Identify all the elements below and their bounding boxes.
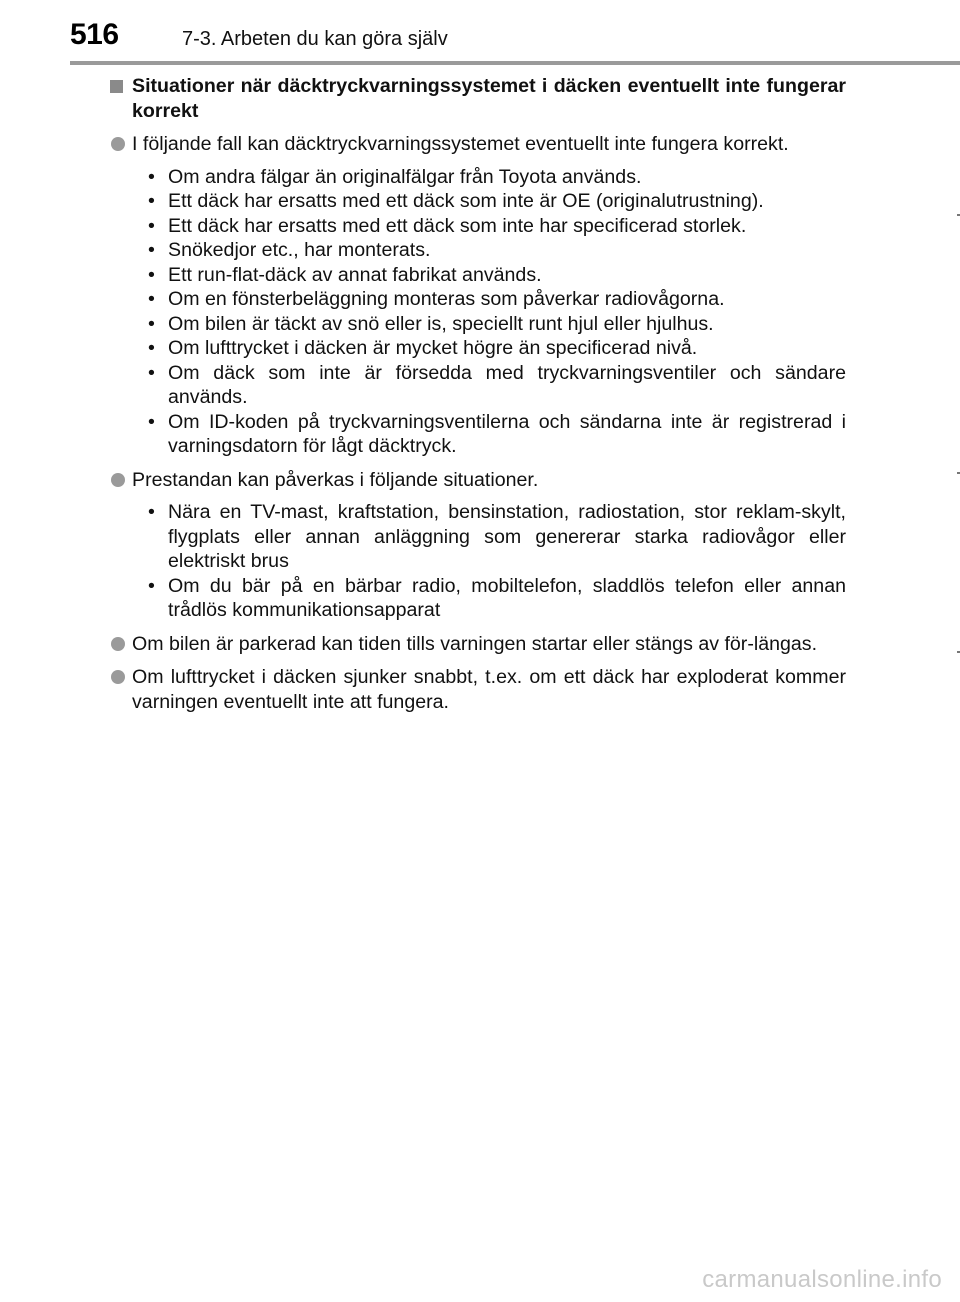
list-item-text: Om du bär på en bärbar radio, mobiltelefon, sladdlös telefon eller annan trådlös kommunikationsapparat	[168, 574, 846, 621]
bullet-list	[110, 165, 846, 459]
list-item	[148, 500, 846, 574]
circle-bullet-icon	[111, 473, 125, 487]
section-heading	[110, 74, 846, 123]
list-item	[148, 574, 846, 623]
note-text: I följande fall kan däcktryckvarningssystemet eventuellt inte fungera korrekt.	[132, 133, 789, 155]
circle-bullet-icon	[111, 637, 125, 651]
list-item-text: Om lufttrycket i däcken är mycket högre än specificerad nivå.	[168, 337, 698, 359]
list-item	[148, 312, 846, 337]
list-item	[148, 361, 846, 410]
bullet-dot-icon: •	[148, 312, 155, 335]
list-item-text: Om bilen är täckt av snö eller is, speciellt runt hjul eller hjulhus.	[168, 312, 714, 335]
note-text: Om lufttrycket i däcken sjunker snabbt, t.ex. om ett däck har exploderat kommer varningen eventuellt inte att fungera.	[132, 666, 846, 713]
list-item-text: Ett däck har ersatts med ett däck som inte är OE (originalutrustning).	[168, 190, 764, 212]
list-item-text: Snökedjor etc., har monterats.	[168, 239, 431, 261]
bullet-dot-icon: •	[148, 337, 155, 359]
square-bullet-icon	[110, 80, 123, 93]
note-text: Prestandan kan påverkas i följande situationer.	[132, 468, 539, 491]
bullet-dot-icon: •	[148, 214, 155, 237]
list-item-text: Ett run-flat-däck av annat fabrikat används.	[168, 263, 542, 286]
page-content	[110, 74, 846, 714]
bullet-dot-icon: •	[148, 165, 155, 188]
bullet-dot-icon: •	[148, 288, 155, 310]
bullet-dot-icon: •	[148, 574, 155, 597]
list-item	[148, 336, 846, 361]
list-item-text: Om ID-koden på tryckvarningsventilerna och sändarna inte är registrerad i varningsdatorn för lågt däcktryck.	[168, 410, 846, 457]
list-item	[148, 214, 846, 239]
bullet-list	[110, 500, 846, 623]
page-number: 516	[70, 18, 119, 51]
list-item	[148, 189, 846, 214]
circle-bullet-icon	[111, 670, 125, 684]
list-item-text: Ett däck har ersatts med ett däck som inte har specificerad storlek.	[168, 214, 747, 237]
note-item	[110, 468, 846, 493]
header-rule	[70, 61, 960, 65]
bullet-dot-icon: •	[148, 410, 155, 433]
list-item-text: Om en fönsterbeläggning monteras som påverkar radiovågorna.	[168, 288, 725, 310]
list-item-text: Nära en TV-mast, kraftstation, bensinstation, radiostation, stor reklam-skylt, flygplats eller annan anläggning som genererar starka radiovågor eller elektriskt brus	[168, 501, 846, 572]
list-item-text: Om andra fälgar än originalfälgar från Toyota används.	[168, 165, 642, 188]
list-item	[148, 287, 846, 312]
list-item	[148, 238, 846, 263]
watermark: carmanualsonline.info	[702, 1266, 942, 1293]
chapter-title: 7-3. Arbeten du kan göra själv	[182, 28, 448, 50]
circle-bullet-icon	[111, 137, 125, 151]
section-heading-text: Situationer när däcktryckvarningssystemet i däcken eventuellt inte fungerar korrekt	[132, 75, 846, 122]
list-item	[148, 263, 846, 288]
bullet-dot-icon: •	[148, 239, 155, 261]
list-item	[148, 410, 846, 459]
list-item-text: Om däck som inte är försedda med tryckvarningsventiler och sändare används.	[168, 361, 846, 408]
note-item	[110, 632, 846, 657]
bullet-dot-icon: •	[148, 190, 155, 212]
note-item	[110, 665, 846, 714]
note-item	[110, 132, 846, 157]
note-text: Om bilen är parkerad kan tiden tills varningen startar eller stängs av för-längas.	[132, 632, 818, 655]
bullet-dot-icon: •	[148, 501, 155, 523]
bullet-dot-icon: •	[148, 263, 155, 286]
list-item	[148, 165, 846, 190]
bullet-dot-icon: •	[148, 361, 155, 384]
